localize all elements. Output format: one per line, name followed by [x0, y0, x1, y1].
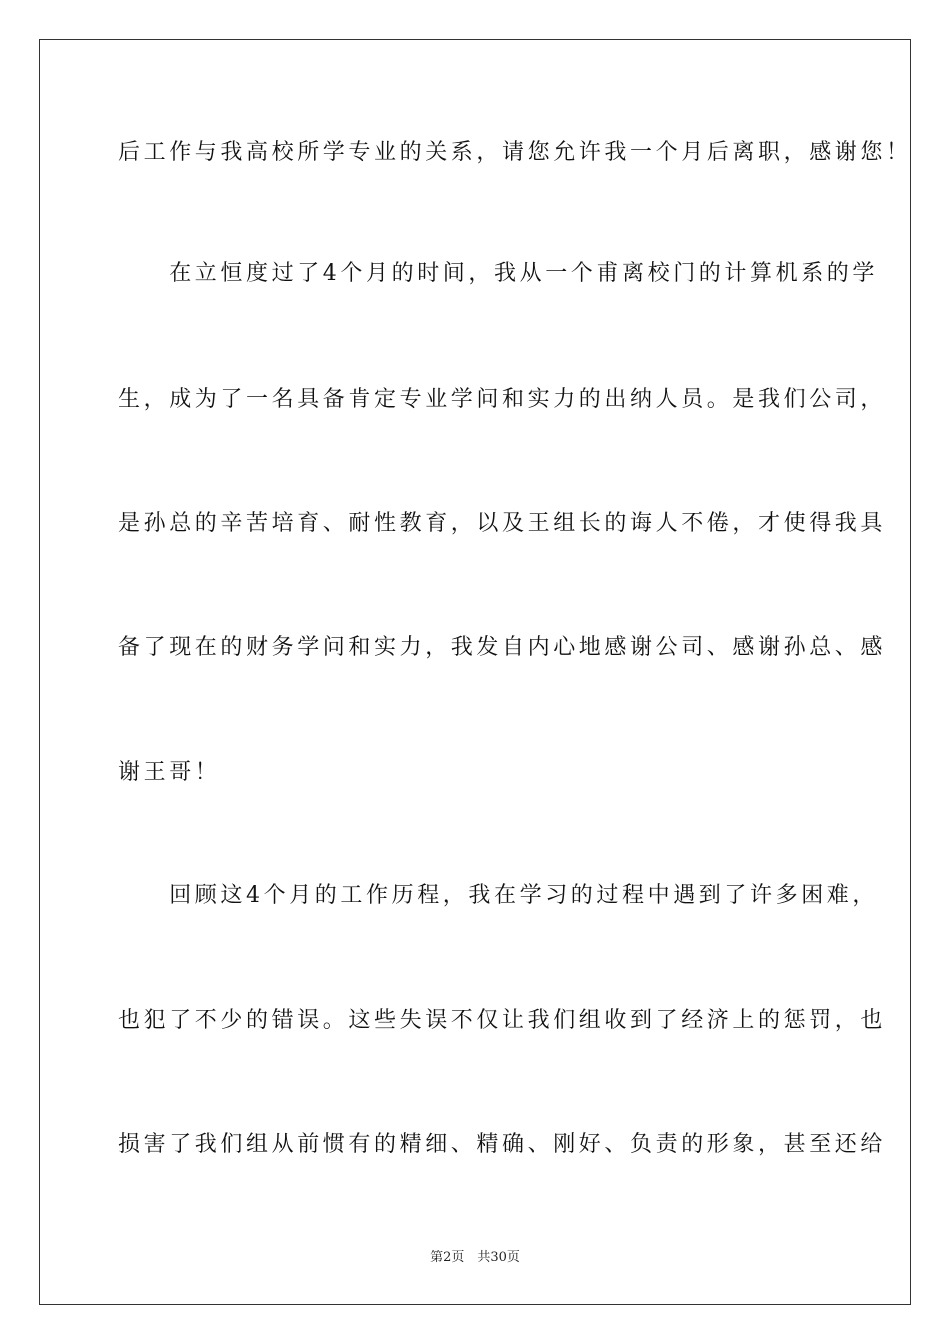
body-text-line: 生，成为了一名具备肯定专业学问和实力的出纳人员。是我们公司， — [118, 387, 887, 412]
page-frame — [39, 39, 911, 1305]
page-number-footer: 第2页 共30页 — [430, 1250, 520, 1265]
body-text-line: 也犯了不少的错误。这些失误不仅让我们组收到了经济上的惩罚，也 — [118, 1008, 887, 1033]
body-text-line: 回顾这4个月的工作历程，我在学习的过程中遇到了许多困难， — [118, 883, 878, 908]
body-text-line: 损害了我们组从前惯有的精细、精确、刚好、负责的形象，甚至还给 — [118, 1132, 887, 1157]
body-text-line: 是孙总的辛苦培育、耐性教育，以及王组长的诲人不倦，才使得我具 — [118, 511, 887, 536]
body-text-line: 谢王哥！ — [118, 760, 221, 785]
body-text-line: 后工作与我高校所学专业的关系，请您允许我一个月后离职，感谢您！ — [118, 140, 912, 165]
body-text-line: 备了现在的财务学问和实力，我发自内心地感谢公司、感谢孙总、感 — [118, 635, 887, 660]
body-text-line: 在立恒度过了4个月的时间，我从一个甫离校门的计算机系的学 — [118, 261, 878, 286]
